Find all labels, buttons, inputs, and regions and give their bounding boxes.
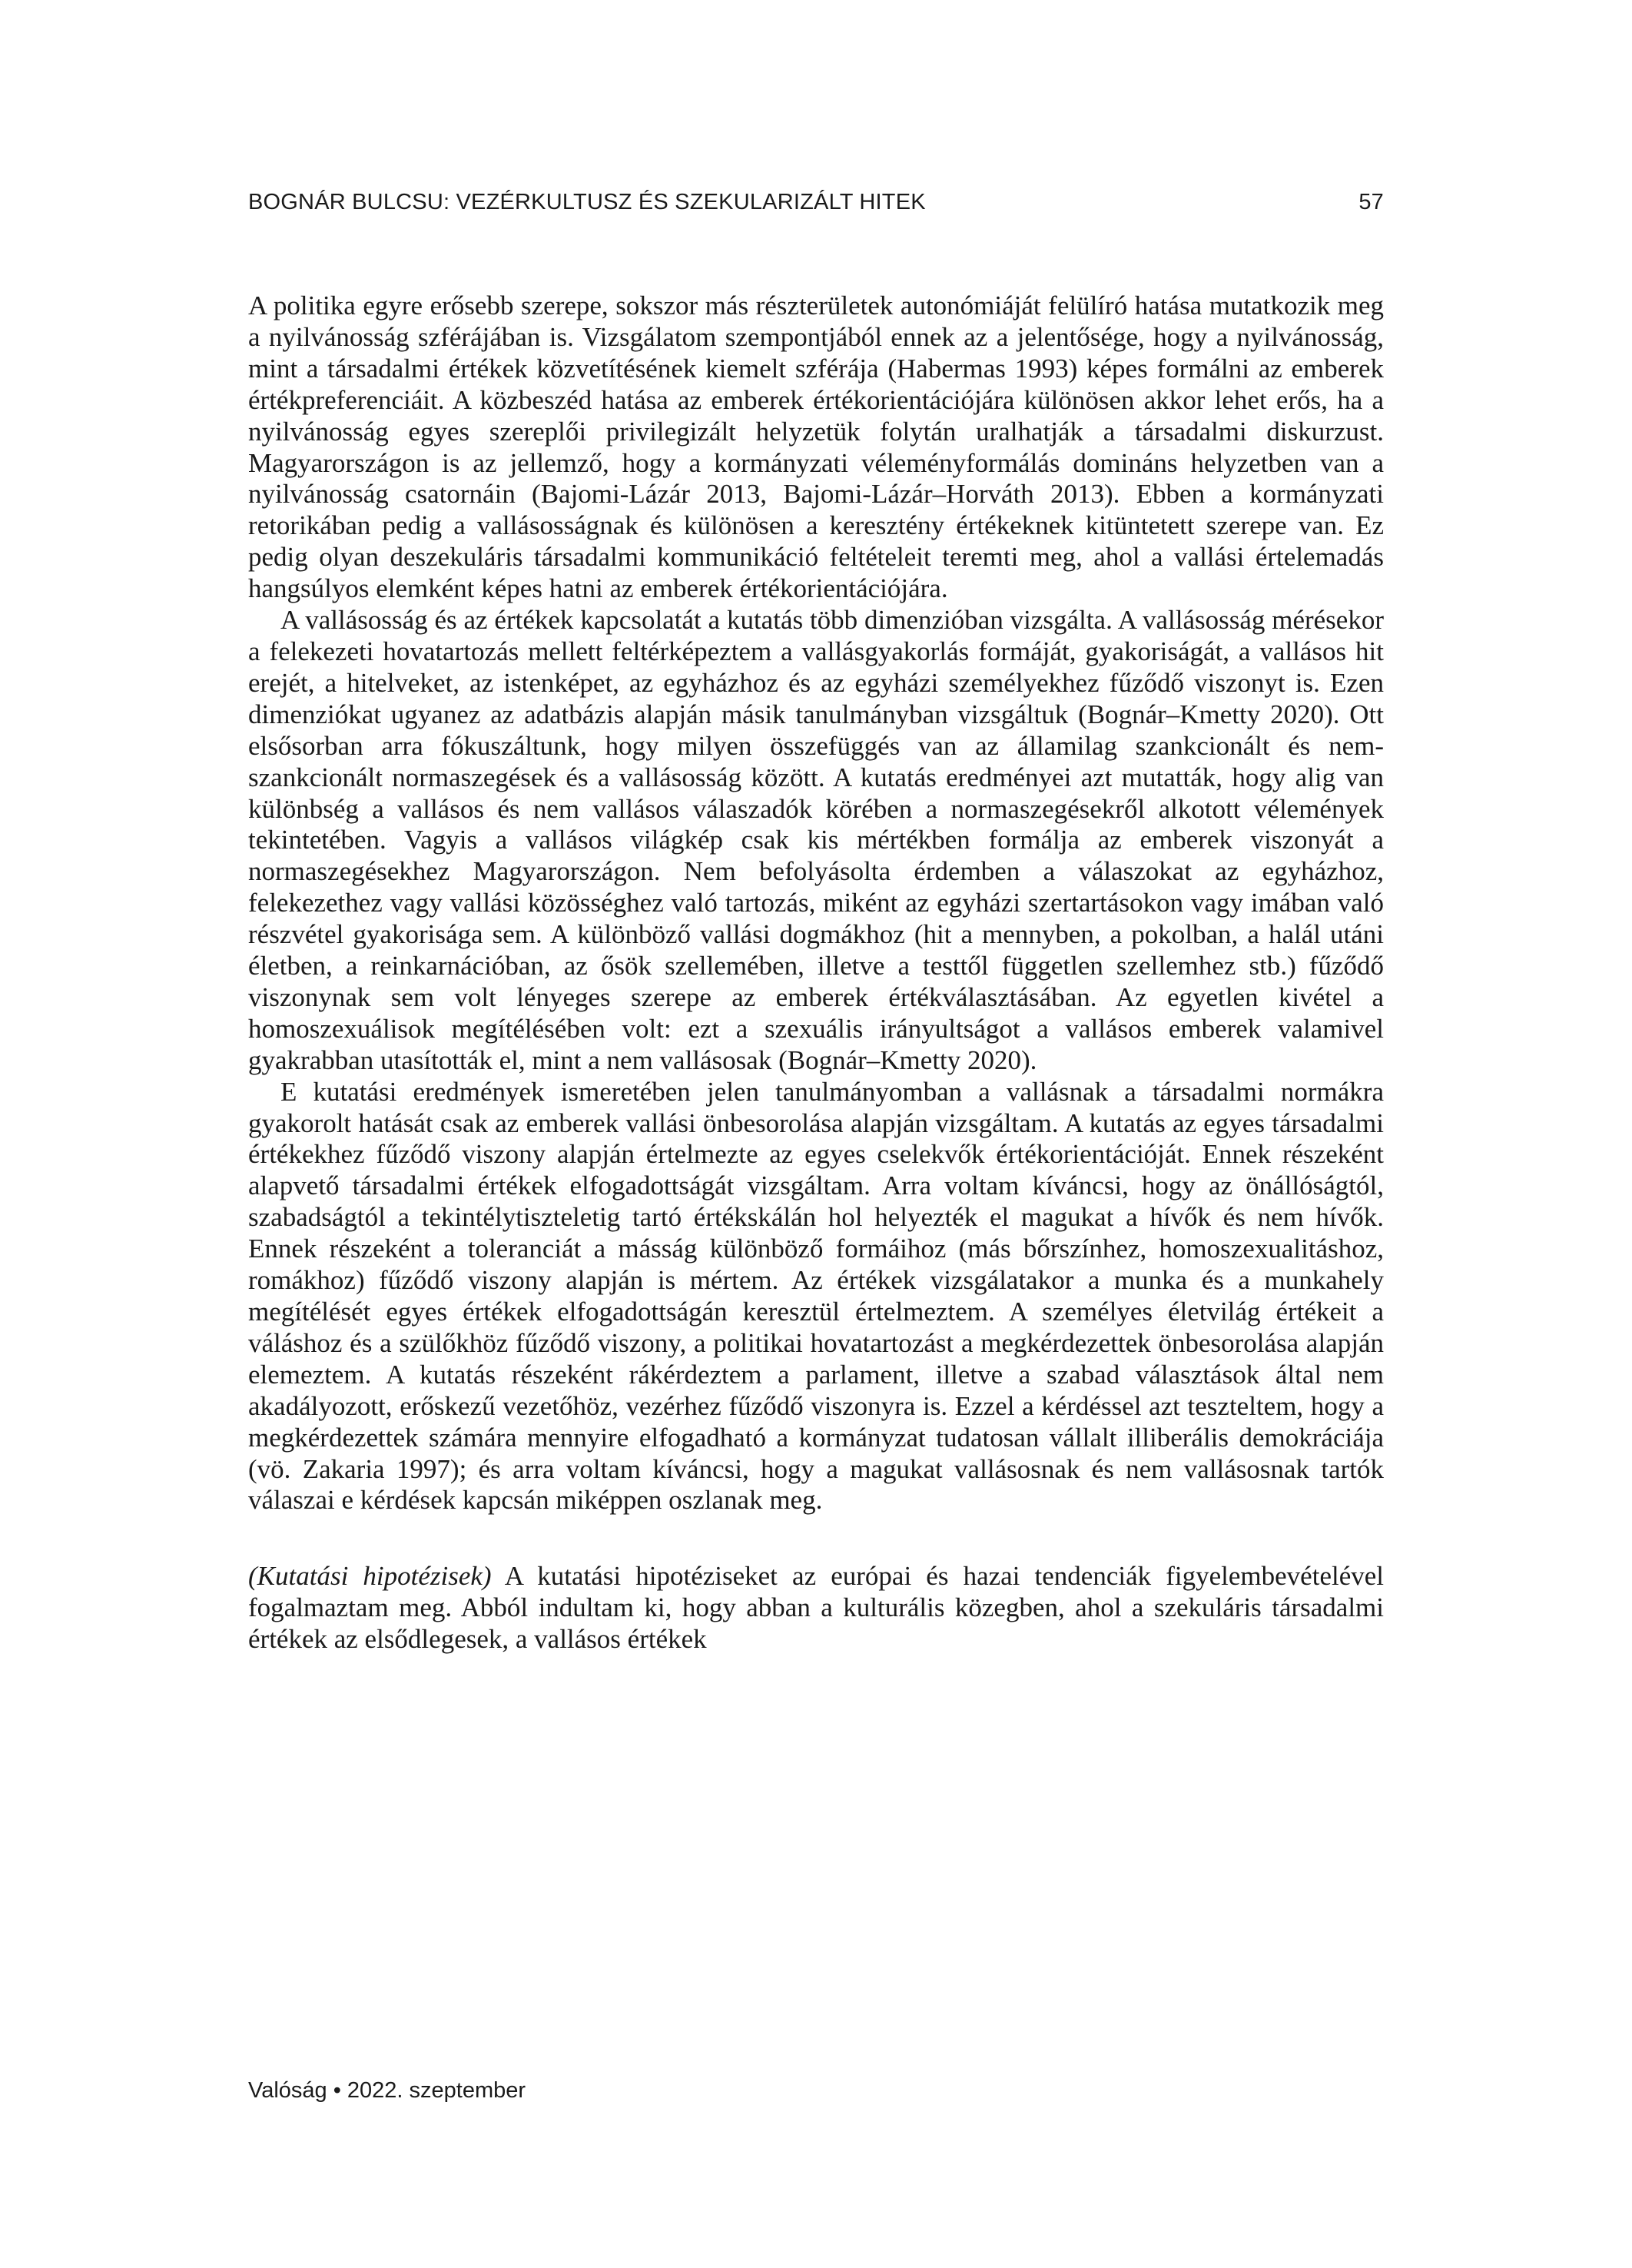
section-paragraph bbox=[248, 1560, 1384, 1655]
paragraph: A politika egyre erősebb szerepe, sokszor más részterületek autonómiáját felülíró hatása mutatkozik meg a nyilvánosság szférájában is. Vizsgálatom szempontjából ennek az a jelentősége, hogy a nyilvánosság, mint a társadalmi értékek közvetítésének kiemelt szférája (Habermas 1993) képes formálni az emberek értékpreferenciáit. A közbeszéd hatása az emberek értékorientációjára különösen akkor lehet erős, ha a nyilvánosság egyes szereplői privilegizált helyzetük folytán uralhatják a társadalmi diskurzust. Magyarországon is az jellemző, hogy a kormányzati véleményformálás domináns helyzetben van a nyilvánosság csatornáin (Bajomi-Lázár 2013, Bajomi-Lázár–Horváth 2013). Ebben a kormányzati retorikában pedig a vallásosságnak és különösen a keresztény értékeknek kitüntetett szerepe van. Ez pedig olyan deszekuláris társadalmi kommunikáció feltételeit teremti meg, ahol a vallási értelemadás hangsúlyos elemként képes hatni az emberek értékorientációjára. bbox=[248, 291, 1384, 604]
page-number: 57 bbox=[1358, 190, 1384, 214]
running-header-title: BOGNÁR BULCSU: VEZÉRKULTUSZ ÉS SZEKULARIZÁLT HITEK bbox=[248, 190, 926, 214]
section-heading: (Kutatási hipotézisek) bbox=[248, 1561, 492, 1592]
section-text: A kutatási hipotéziseket az európai és hazai tendenciák figyelembevételével fogalmaztam meg. Abból indultam ki, hogy abban a kulturális közegben, ahol a szekuláris társadalmi értékek az elsődlegesek, a vallásos értékek bbox=[248, 1561, 1384, 1655]
article-body bbox=[248, 291, 1384, 1655]
paragraph: E kutatási eredmények ismeretében jelen tanulmányomban a vallásnak a társadalmi normákra gyakorolt hatását csak az emberek vallási önbesorolása alapján vizsgáltam. A kutatás az egyes társadalmi értékekhez fűződő viszony alapján értelmezte az egyes cselekvők értékorientációját. Ennek részeként alapvető társadalmi értékek elfogadottságát vizsgáltam. Arra voltam kíváncsi, hogy az önállóságtól, szabadságtól a tekintélytiszteletig tartó értékskálán hol helyezték el magukat a hívők és nem hívők. Ennek részeként a toleranciát a másság különböző formáihoz (más bőrszínhez, homoszexualitáshoz, romákhoz) fűződő viszony alapján is mértem. Az értékek vizsgálatakor a munka és a munkahely megítélését egyes értékek elfogadottságán keresztül értelmeztem. A személyes életvilág értékeit a váláshoz és a szülőkhöz fűződő viszony, a politikai hovatartozást a megkérdezettek önbesorolása alapján elemeztem. A kutatás részeként rákérdeztem a parlament, illetve a szabad választások által nem akadályozott, erőskezű vezetőhöz, vezérhez fűződő viszonyra is. Ezzel a kérdéssel azt teszteltem, hogy a megkérdezettek számára mennyire elfogadható a kormányzat tudatosan vállalt illiberális demokráciája (vö. Zakaria 1997); és arra voltam kíváncsi, hogy a magukat vallásosnak és nem vallásosnak tartók válaszai e kérdések kapcsán miképpen oszlanak meg. bbox=[248, 1076, 1384, 1516]
running-header bbox=[248, 187, 1384, 218]
paragraph: A vallásosság és az értékek kapcsolatát a kutatás több dimenzióban vizsgálta. A vallásosság mérésekor a felekezeti hovatartozás mellett feltérképeztem a vallásgyakorlás formáját, gyakoriságát, a vallásos hit erejét, a hitelveket, az istenképet, az egyházhoz és az egyházi személyekhez fűződő viszonyt is. Ezen dimenziókat ugyanez az adatbázis alapján másik tanulmányban vizsgáltuk (Bognár–Kmetty 2020). Ott elsősorban arra fókuszáltunk, hogy milyen összefüggés van az államilag szankcionált és nem-szankcionált normaszegések és a vallásosság között. A kutatás eredményei azt mutatták, hogy alig van különbség a vallásos és nem vallásos válaszadók körében a normaszegésekről alkotott vélemények tekintetében. Vagyis a vallásos világkép csak kis mértékben formálja az emberek viszonyát a normaszegésekhez Magyarországon. Nem befolyásolta érdemben a válaszokat az egyházhoz, felekezethez vagy vallási közösséghez való tartozás, miként az egyházi szertartásokon vagy imában való részvétel gyakorisága sem. A különböző vallási dogmákhoz (hit a mennyben, a pokolban, a halál utáni életben, a reinkarnációban, az ősök szellemében, illetve a testtől független szellemhez stb.) fűződő viszonynak sem volt lényeges szerepe az emberek értékválasztásában. Az egyetlen kivétel a homoszexuálisok megítélésében volt: ezt a szexuális irányultságot a vallásos emberek valamivel gyakrabban utasították el, mint a nem vallásosak (Bognár–Kmetty 2020). bbox=[248, 605, 1384, 1075]
journal-footer: Valóság • 2022. szeptember bbox=[248, 2078, 526, 2103]
